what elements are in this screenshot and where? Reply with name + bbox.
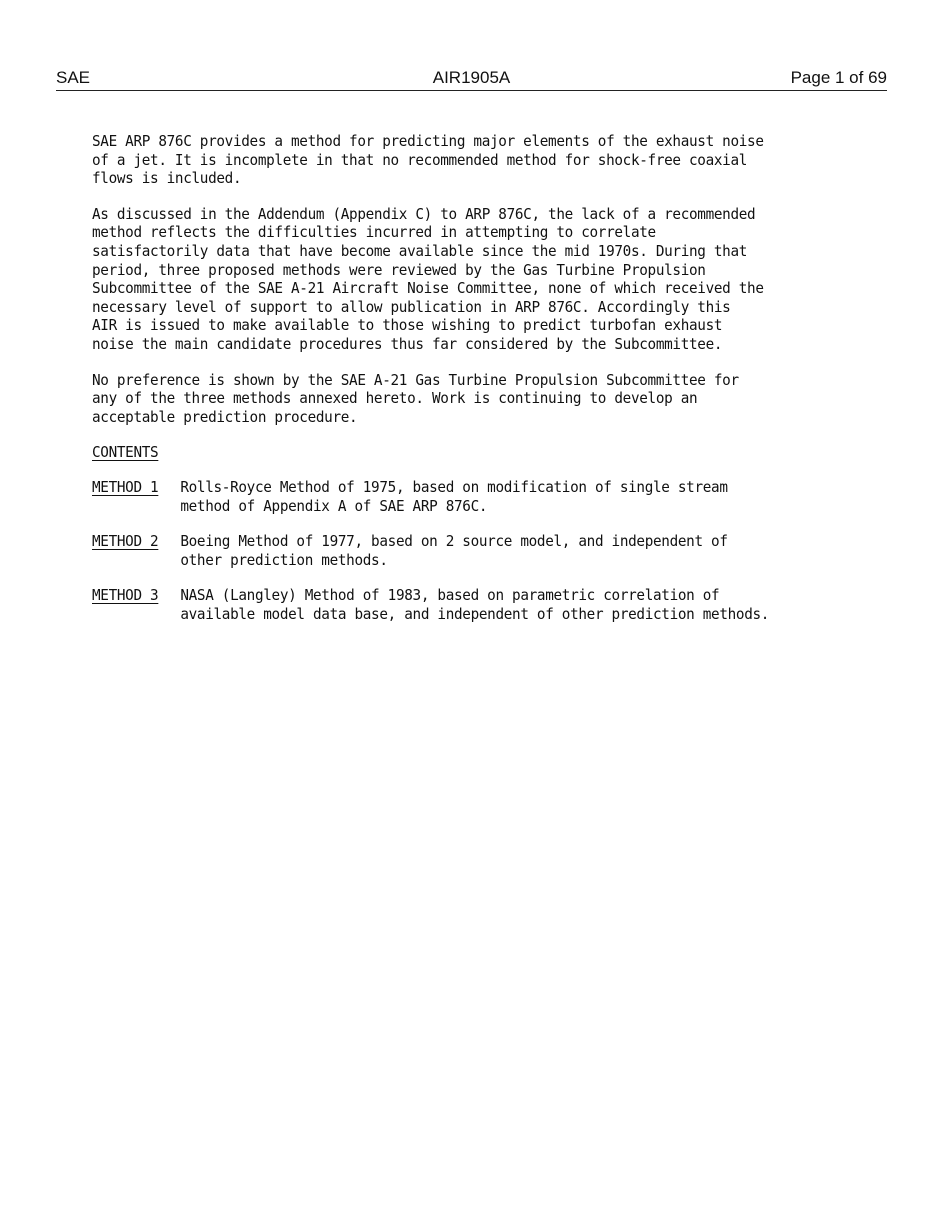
preference-paragraph: No preference is shown by the SAE A-21 Gas Turbine Propulsion Subcommittee for any of the three methods annexed hereto. Work is continuing to develop an acceptable prediction procedure. [92,370,739,426]
header-document-number: AIR1905A [432,68,511,87]
header-organization: SAE [56,68,91,87]
method-description: Rolls-Royce Method of 1975, based on modification of single stream method of Appendix A of SAE ARP 876C. [180,477,728,515]
document-body [92,132,827,640]
method-label: METHOD 3 [92,586,159,605]
method-description: NASA (Langley) Method of 1983, based on parametric correlation of available model data base, and independent of other prediction methods. [180,586,770,623]
page-header [56,68,887,91]
header-page-number: Page 1 of 69 [790,68,887,87]
contents-item-method-2 [92,532,827,569]
contents-item-method-3 [92,586,827,623]
intro-paragraph: SAE ARP 876C provides a method for predicting major elements of the exhaust noise of a jet. It is incomplete in that no recommended method for shock-free coaxial flows is included. [92,132,764,188]
contents-item-method-1 [92,478,827,515]
method-description: Boeing Method of 1977, based on 2 source model, and independent of other prediction methods. [180,532,728,569]
contents-heading: CONTENTS [92,443,159,462]
discussion-paragraph: As discussed in the Addendum (Appendix C) to ARP 876C, the lack of a recommended method reflects the difficulties incurred in attempting to correlate satisfactorily data that have become available since the mid 1970s. During that period, three proposed methods were reviewed by the Gas Turbine Propulsion Subcommittee of the SAE A-21 Aircraft Noise Committee, none of which received the necessary level of support to allow publication in ARP 876C. Accordingly this AIR is issued to make available to those wishing to predict turbofan exhaust noise the main candidate procedures thus far considered by the Subcommittee. [92,204,764,353]
method-label: METHOD 2 [92,532,159,551]
method-label: METHOD 1 [92,477,159,496]
